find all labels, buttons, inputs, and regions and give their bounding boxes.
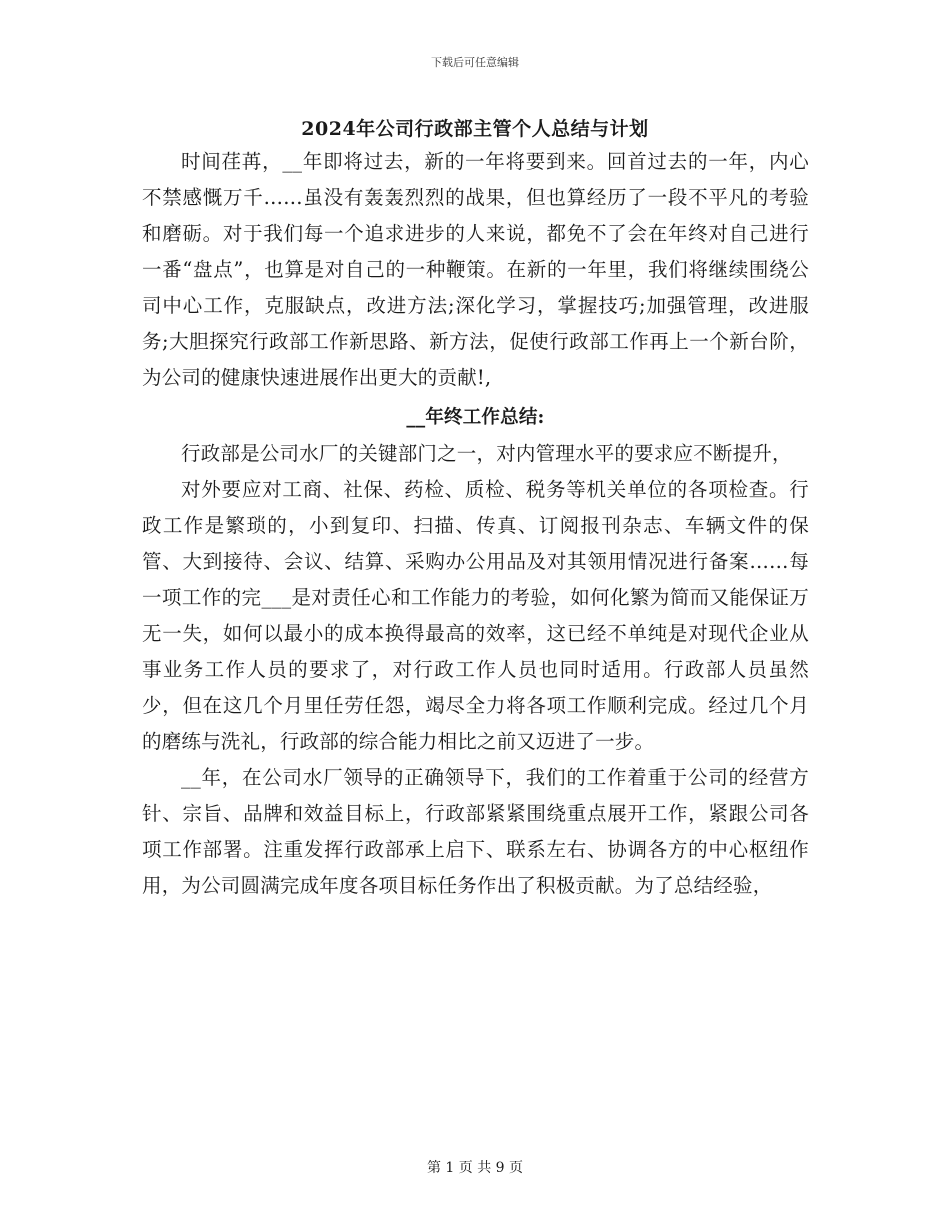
body-paragraph: 对外要应对工商、社保、药检、质检、税务等机关单位的各项检查。行政工作是繁琐的，小到复印、扫描、传真、订阅报刊杂志、车辆文件的保管、大到接待、会议、结算、采购办公用品及对其领用情况进行备案……每一项工作的完___是对责任心和工作能力的考验，如何化繁为简而又能保证万无一失，如何以最小的成本换得最高的效率，这已经不单纯是对现代企业从事业务工作人员的要求了，对行政工作人员也同时适用。行政部人员虽然少，但在这几个月里任劳任怨，竭尽全力将各项工作顺利完成。经过几个月的磨练与洗礼，行政部的综合能力相比之前又迈进了一步。 — [142, 478, 809, 753]
body-paragraph: 行政部是公司水厂的关键部门之一，对内管理水平的要求应不断提升， — [181, 442, 792, 465]
section-heading: __年终工作总结: — [406, 407, 545, 428]
document-title: 2024年公司行政部主管个人总结与计划 — [301, 118, 649, 140]
page-header-note: 下载后可任意编辑 — [431, 56, 519, 69]
document-body — [142, 144, 809, 904]
intro-paragraph: 时间荏苒，__年即将过去，新的一年将要到来。回首过去的一年，内心不禁感慨万千……虽没有轰轰烈烈的战果，但也算经历了一段不平凡的考验和磨砺。对于我们每一个追求进步的人来说，都免不了会在年终对自己进行一番“盘点”，也算是对自己的一种鞭策。在新的一年里，我们将继续围绕公司中心工作，克服缺点，改进方法;深化学习，掌握技巧;加强管理，改进服务;大胆探究行政部工作新思路、新方法，促使行政部工作再上一个新台阶，为公司的健康快速进展作出更大的贡献!, — [142, 150, 809, 389]
page-number: 第 1 页 共 9 页 — [426, 1160, 524, 1176]
body-paragraph: __年，在公司水厂领导的正确领导下，我们的工作着重于公司的经营方针、宗旨、品牌和效益目标上，行政部紧紧围绕重点展开工作，紧跟公司各项工作部署。注重发挥行政部承上启下、联系左右、协调各方的中心枢纽作用，为公司圆满完成年度各项目标任务作出了积极贡献。为了总结经验， — [142, 766, 809, 897]
